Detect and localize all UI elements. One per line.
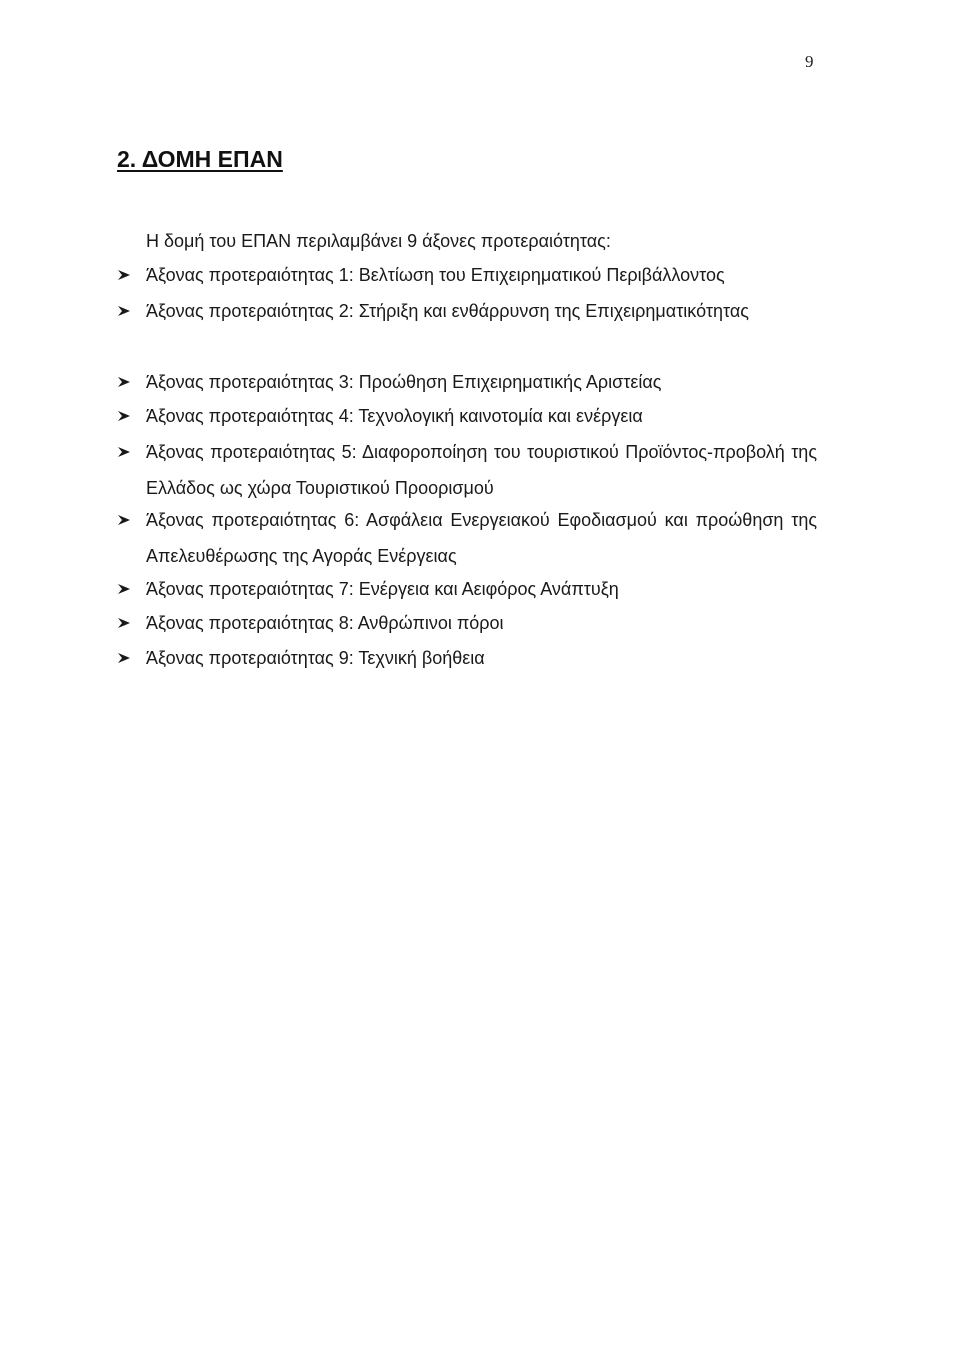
list-item-axis-2 [117,293,817,329]
axis-text: Άξονας προτεραιότητας 1: Βελτίωση του Επιχειρηματικού Περιβάλλοντος [146,265,725,285]
axis-text: Άξονας προτεραιότητας 9: Τεχνική βοήθεια [146,648,485,668]
arrowhead-bullet-icon [117,605,135,641]
list-item-axis-3 [117,364,817,400]
page-number: 9 [805,52,814,71]
list-item-axis-5 [117,434,817,506]
axis-text: Άξονας προτεραιότητας 2: Στήριξη και ενθάρρυνση της Επιχειρηματικότητας [146,301,749,321]
list-item-axis-1 [117,257,817,293]
arrowhead-bullet-icon [117,502,135,538]
arrowhead-bullet-icon [117,364,135,400]
axis-text: Άξονας προτεραιότητας 3: Προώθηση Επιχειρηματικής Αριστείας [146,372,662,392]
axis-text: Άξονας προτεραιότητας 6: Ασφάλεια Ενεργειακού Εφοδιασμού και προώθηση της Απελευθέρωσης της Αγοράς Ενέργειας [146,510,817,566]
axis-text: Άξονας προτεραιότητας 8: Ανθρώπινοι πόροι [146,613,504,633]
arrowhead-bullet-icon [117,257,135,293]
arrowhead-bullet-icon [117,398,135,434]
axis-text: Άξονας προτεραιότητας 7: Ενέργεια και Αειφόρος Ανάπτυξη [146,579,619,599]
list-item-axis-4 [117,398,817,434]
list-item-axis-9 [117,640,817,676]
intro-paragraph: Η δομή του ΕΠΑΝ περιλαμβάνει 9 άξονες προτεραιότητας: [146,231,611,251]
arrowhead-bullet-icon [117,640,135,676]
section-title: 2. ΔΟΜΗ ΕΠΑΝ [117,146,283,172]
list-item-axis-8 [117,605,817,641]
list-item-axis-7 [117,571,817,607]
arrowhead-bullet-icon [117,293,135,329]
axis-text: Άξονας προτεραιότητας 5: Διαφοροποίηση του τουριστικού Προϊόντος-προβολή της Ελλάδος ως χώρα Τουριστικού Προορισμού [146,442,817,498]
arrowhead-bullet-icon [117,571,135,607]
arrowhead-bullet-icon [117,434,135,470]
list-item-axis-6 [117,502,817,574]
axis-text: Άξονας προτεραιότητας 4: Τεχνολογική καινοτομία και ενέργεια [146,406,643,426]
